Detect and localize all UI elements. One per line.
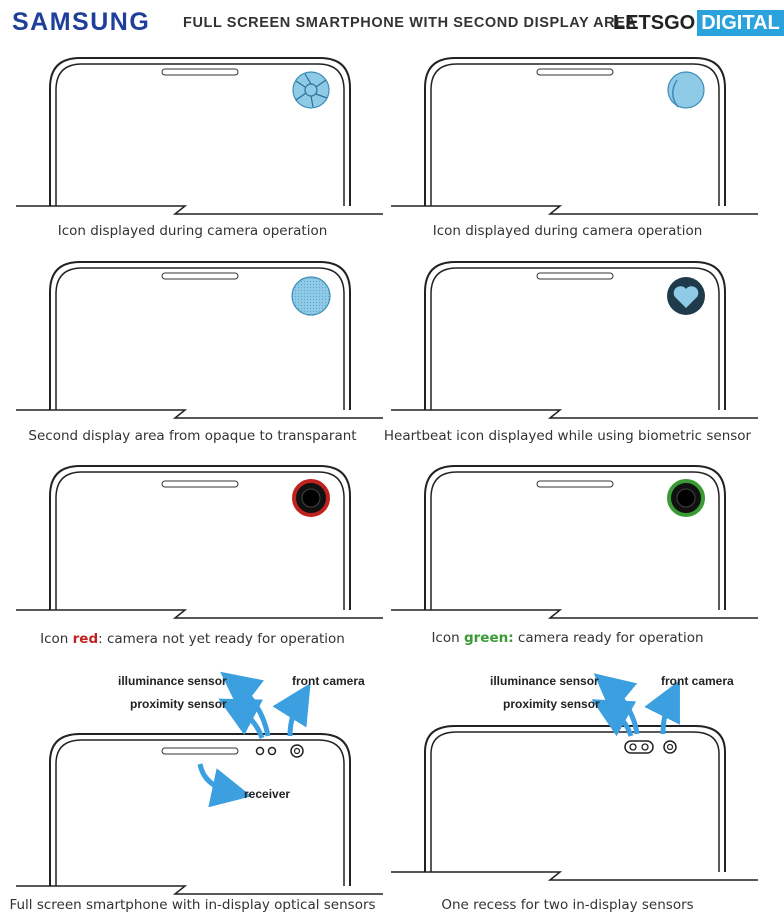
phone-outline xyxy=(375,256,760,426)
proximity-sensor-label: proximity sensor xyxy=(503,697,600,711)
page-title: FULL SCREEN SMARTPHONE WITH SECOND DISPLAY AREA xyxy=(183,15,637,31)
camera-green-ring-icon xyxy=(669,481,703,515)
translucent-circle-icon xyxy=(292,277,330,315)
panel-2 xyxy=(375,52,760,244)
caption xyxy=(375,630,760,646)
front-camera-arrow xyxy=(663,698,671,734)
caption: Heartbeat icon displayed while using biometric sensor xyxy=(383,428,752,444)
camera-shutter-icon xyxy=(293,72,329,108)
caption-pre: Icon xyxy=(431,630,464,646)
logo-part2: DIGITAL xyxy=(697,10,784,36)
header xyxy=(0,0,780,46)
phone-outline xyxy=(0,460,385,630)
phone-outline xyxy=(375,460,760,630)
caption: Second display area from opaque to transparant xyxy=(28,428,357,444)
phone-outline xyxy=(0,256,385,426)
front-camera-arrow xyxy=(290,700,300,736)
caption: One recess for two in-display sensors xyxy=(441,897,694,913)
receiver-grille xyxy=(162,748,238,754)
sensor-recess xyxy=(625,741,653,753)
panel-6 xyxy=(375,460,760,652)
camera-red-ring-icon xyxy=(294,481,328,515)
letsgodigital-logo xyxy=(613,10,784,36)
caption: Full screen smartphone with in-display optical sensors xyxy=(9,897,376,913)
panel-1 xyxy=(0,52,385,244)
phone-outline xyxy=(375,52,760,222)
illuminance-sensor-label: illuminance sensor xyxy=(490,674,599,688)
heart-icon xyxy=(667,277,705,315)
panel-7 xyxy=(0,664,385,920)
caption-red: red xyxy=(72,631,99,647)
panel-5 xyxy=(0,460,385,652)
proximity-sensor-dot xyxy=(269,748,276,755)
caption-green: green: xyxy=(463,630,514,646)
caption-pre: Icon xyxy=(40,631,73,647)
samsung-brand: SAMSUNG xyxy=(12,8,151,36)
illuminance-sensor-label: illuminance sensor xyxy=(118,674,227,688)
front-camera-label: front camera xyxy=(661,674,734,688)
caption: Icon displayed during camera operation xyxy=(432,223,703,239)
front-camera-dot xyxy=(291,745,303,757)
panel-4 xyxy=(375,256,760,448)
front-camera-label: front camera xyxy=(292,674,365,688)
crescent-circle-icon xyxy=(668,72,704,108)
logo-part1: LETSGO xyxy=(613,12,696,34)
receiver-label: receiver xyxy=(244,787,291,801)
proximity-sensor-label: proximity sensor xyxy=(130,697,227,711)
caption xyxy=(0,631,385,647)
panel-8 xyxy=(375,664,760,920)
caption-post: : camera not yet ready for operation xyxy=(98,631,345,647)
caption-post: camera ready for operation xyxy=(513,630,704,646)
illuminance-sensor-dot xyxy=(257,748,264,755)
receiver-arrow xyxy=(200,764,232,792)
phone-outline xyxy=(0,52,385,222)
panel-3 xyxy=(0,256,385,448)
caption: Icon displayed during camera operation xyxy=(57,223,328,239)
front-camera-dot xyxy=(664,741,676,753)
receiver-grille xyxy=(162,69,238,75)
